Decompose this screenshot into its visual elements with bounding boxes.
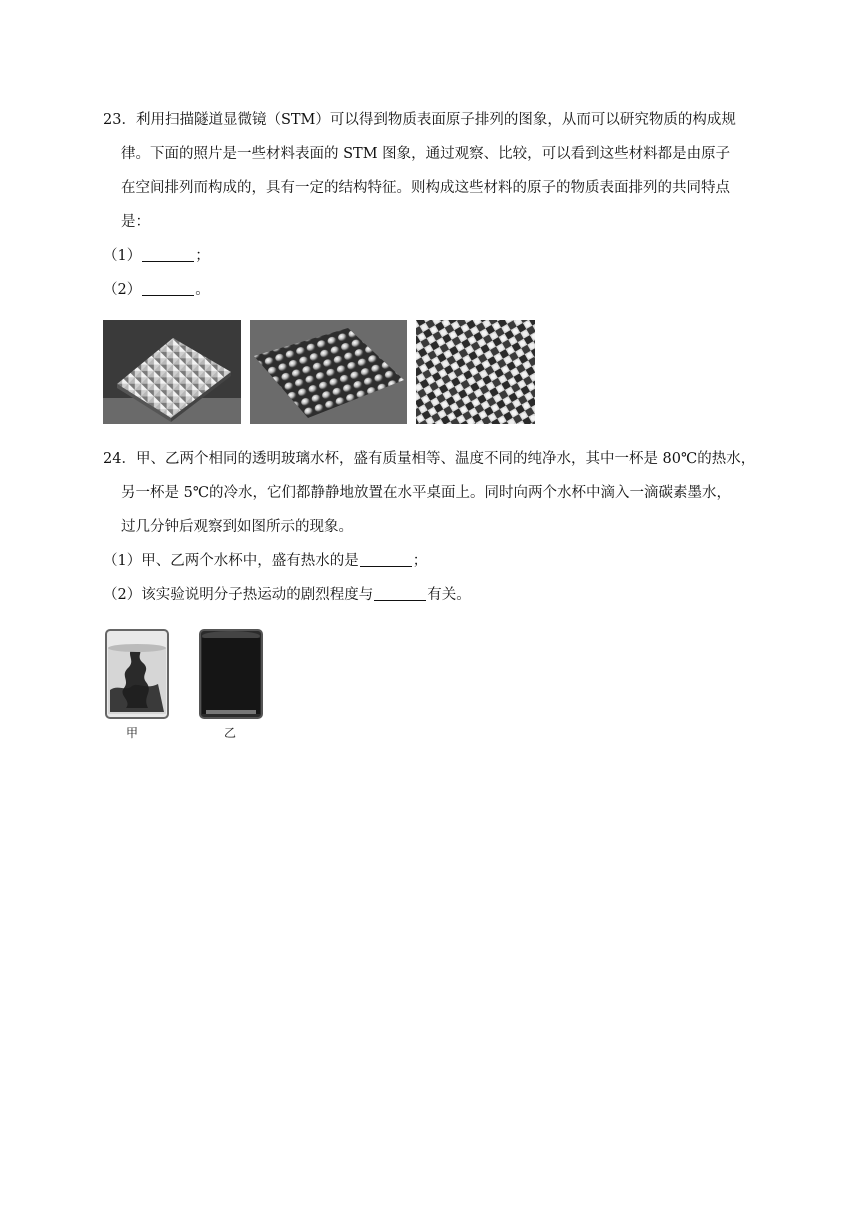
q24-sub2-prefix: （2）该实验说明分子热运动的剧烈程度与 (103, 587, 374, 603)
answer-blank[interactable] (360, 552, 412, 567)
q23-line-2: 律。下面的照片是一些材料表面的 STM 图象，通过观察、比较，可以看到这些材料都是由原子 (121, 146, 731, 162)
q23-sub2-prefix: （2） (103, 282, 142, 298)
q23-sub1-suffix: ； (195, 248, 210, 264)
q24-line-2: 另一杯是 5℃的冷水，它们都静静地放置在水平桌面上。同时向两个水杯中滴入一滴碳素墨水， (121, 485, 732, 501)
q23-line-4: 是： (121, 214, 150, 230)
q24-sub1-suffix: ； (412, 553, 428, 569)
answer-blank[interactable] (142, 281, 194, 296)
q23-sub1-prefix: （1） (103, 248, 142, 264)
answer-blank[interactable] (142, 247, 194, 262)
cup-label-jia: 甲 (126, 726, 139, 740)
answer-blank[interactable] (374, 586, 426, 601)
cup-jia-image (102, 626, 172, 721)
cup-yi-image (196, 626, 266, 721)
q24-sub2 (103, 585, 471, 605)
q24-sub2-suffix: 有关。 (427, 587, 471, 603)
q24-line-3: 过几分钟后观察到如图所示的现象。 (121, 519, 353, 535)
q24-sub1 (103, 551, 427, 571)
q23-sub2 (103, 280, 210, 300)
stm-image-2 (250, 320, 407, 424)
stm-image-3 (416, 320, 535, 424)
stm-image-1 (103, 320, 241, 424)
q23-line-1: 23．利用扫描隧道显微镜（STM）可以得到物质表面原子排列的图象，从而可以研究物质的构成规 (103, 112, 736, 128)
q24-sub1-prefix: （1）甲、乙两个水杯中，盛有热水的是 (103, 553, 359, 569)
q23-line-3: 在空间排列而构成的，具有一定的结构特征。则构成这些材料的原子的物质表面排列的共同特点 (121, 180, 730, 196)
q23-sub1 (103, 246, 210, 266)
cup-label-yi: 乙 (224, 726, 237, 740)
q24-line-1: 24．甲、乙两个相同的透明玻璃水杯，盛有质量相等、温度不同的纯净水，其中一杯是 80℃的热水， (103, 451, 756, 467)
q23-sub2-suffix: 。 (195, 282, 210, 298)
